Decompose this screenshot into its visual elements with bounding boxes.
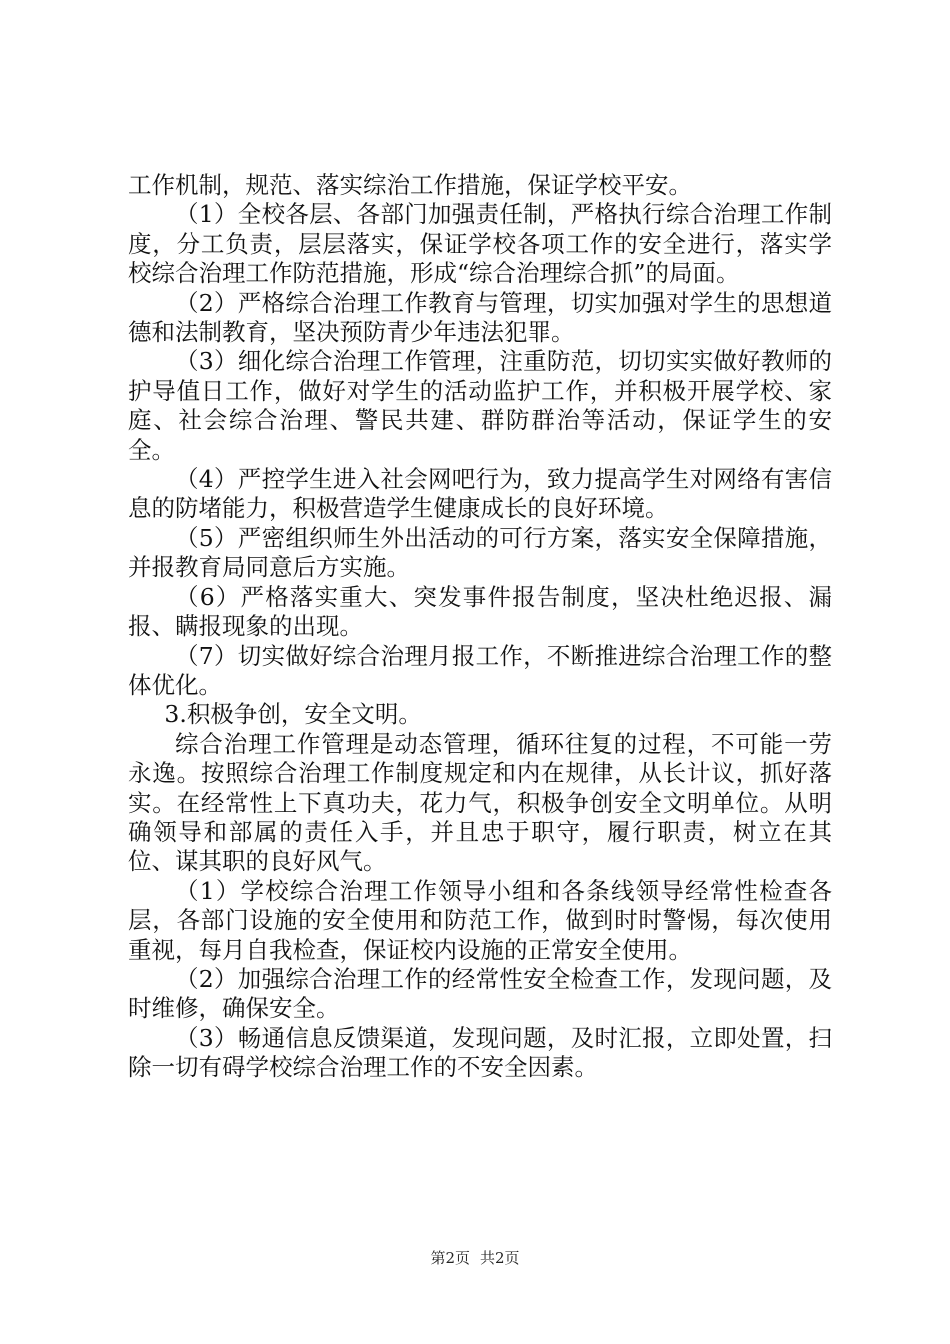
paragraph-item-3: （3）细化综合治理工作管理，注重防范，切切实实做好教师的护导值日工作，做好对学生的活动监护工作，并积极开展学校、家庭、社会综合治理、警民共建、群防群治等活动，保证学生的安全。 bbox=[128, 347, 832, 464]
paragraph-section-intro: 综合治理工作管理是动态管理，循环往复的过程，不可能一劳永逸。按照综合治理工作制度规定和内在规律，从长计议，抓好落实。在经常性上下真功夫，花力气，积极争创安全文明单位。从明确领导和部属的责任入手，并且忠于职守，履行职责，树立在其位、谋其职的良好风气。 bbox=[128, 729, 832, 876]
document-body bbox=[128, 171, 832, 1083]
page-footer bbox=[0, 1248, 950, 1268]
page-total: 共2页 bbox=[480, 1249, 520, 1267]
paragraph-continuation: 工作机制，规范、落实综治工作措施，保证学校平安。 bbox=[128, 171, 692, 199]
paragraph-subitem-2: （2）加强综合治理工作的经常性安全检查工作，发现问题，及时维修，确保安全。 bbox=[128, 964, 832, 1023]
page-number: 第2页 bbox=[430, 1249, 470, 1267]
paragraph-subitem-3: （3）畅通信息反馈渠道，发现问题，及时汇报，立即处置，扫除一切有碍学校综合治理工作的不安全因素。 bbox=[128, 1023, 832, 1082]
paragraph-item-7: （7）切实做好综合治理月报工作，不断推进综合治理工作的整体优化。 bbox=[128, 641, 832, 699]
paragraph-item-1: （1）全校各层、各部门加强责任制，严格执行综合治理工作制度，分工负责，层层落实，保证学校各项工作的安全进行，落实学校综合治理工作防范措施，形成“综合治理综合抓”的局面。 bbox=[128, 200, 832, 288]
paragraph-item-6: （6）严格落实重大、突发事件报告制度，坚决杜绝迟报、漏报、瞒报现象的出现。 bbox=[128, 582, 832, 641]
section-heading: 3.积极争创，安全文明。 bbox=[164, 700, 422, 729]
paragraph-subitem-1: （1）学校综合治理工作领导小组和各条线领导经常性检查各层，各部门设施的安全使用和防范工作，做到时时警惕，每次使用重视，每月自我检查，保证校内设施的正常安全使用。 bbox=[128, 876, 832, 964]
paragraph-item-4: （4）严控学生进入社会网吧行为，致力提高学生对网络有害信息的防堵能力，积极营造学生健康成长的良好环境。 bbox=[128, 465, 832, 523]
paragraph-item-5: （5）严密组织师生外出活动的可行方案，落实安全保障措施，并报教育局同意后方实施。 bbox=[128, 523, 832, 582]
paragraph-item-2: （2）严格综合治理工作教育与管理，切实加强对学生的思想道德和法制教育，坚决预防青少年违法犯罪。 bbox=[128, 288, 832, 347]
